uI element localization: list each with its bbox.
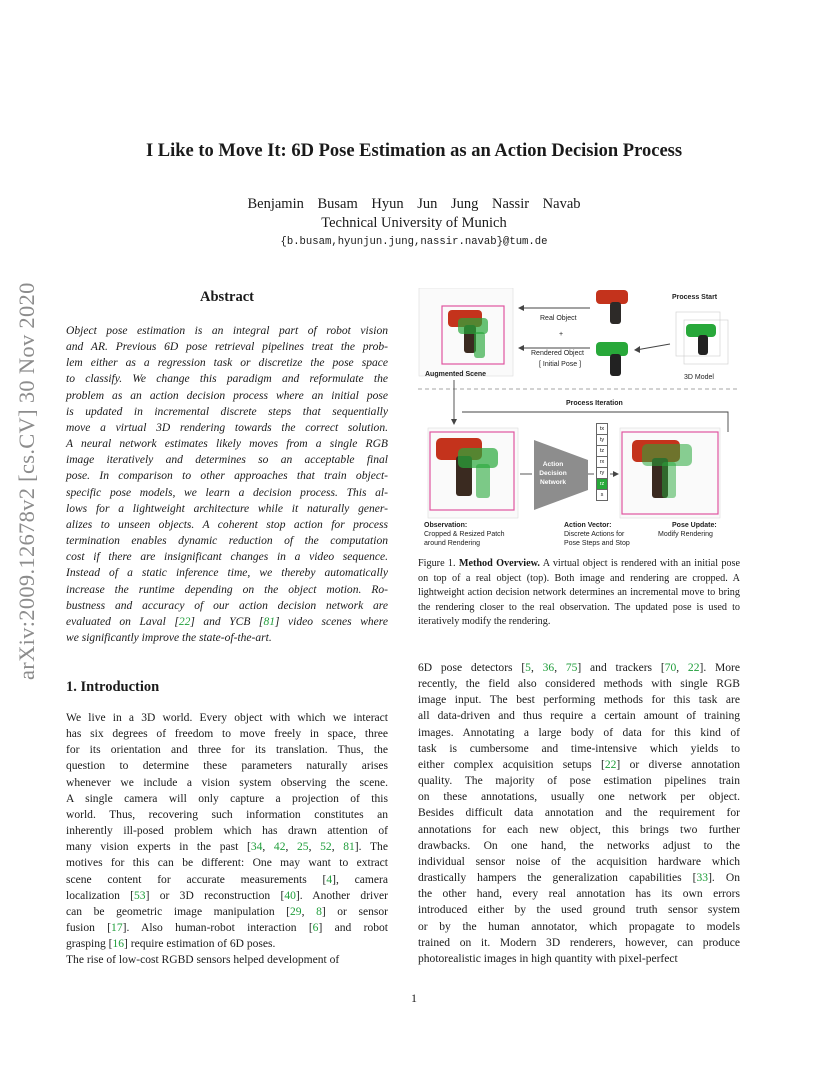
action-cell-tx: tx	[596, 423, 608, 434]
right-line: all data-driven and thus require a certain amount of training	[418, 710, 740, 723]
intro-line: can be geometric image manipulation [29, 8] or sensor	[66, 905, 388, 918]
abstract-line: cost if there are insignificant changes in a video sequence.	[66, 551, 388, 564]
caption-bold: Method Overview.	[458, 558, 540, 569]
update-text: Modify Rendering	[658, 531, 713, 538]
abstract-line: lem either as a regression task or discretize the pose space	[66, 357, 388, 370]
augmented-scene-label: Augmented Scene	[425, 371, 487, 378]
action-cell-ry: ry	[596, 467, 608, 478]
citation-link[interactable]: 4	[326, 873, 333, 886]
intro-line: for its orientation and three for its translation. Thus, the	[66, 744, 388, 757]
action-cell-rx: rx	[596, 456, 608, 467]
arxiv-side-label: arXiv:2009.12678v2 [cs.CV] 30 Nov 2020	[14, 282, 39, 680]
intro-body	[66, 710, 388, 969]
right-line: or by the human annotator, which propagate to models	[418, 920, 740, 933]
intro-line: inherently ill-posed problem which has drawn attention of	[66, 825, 388, 838]
abstract-line: Instead of a static inference time, we thereby automatically	[66, 567, 388, 580]
right-line: drastically hampers the generalization capabilities [33]. On	[418, 872, 740, 885]
action-text-1: Discrete Actions for	[564, 531, 625, 538]
abstract-heading: Abstract	[200, 289, 254, 305]
abstract-line: termination enables dynamic reduction of the computation	[66, 535, 388, 548]
real-object-label: Real Object	[540, 315, 577, 322]
citation-link[interactable]: 42	[273, 841, 286, 854]
action-cell-ty: ty	[596, 434, 608, 445]
method-overview-figure	[418, 288, 740, 550]
right-line: recently, the field also considered methods with single RGB	[418, 678, 740, 691]
citation-link[interactable]: 75	[565, 662, 578, 674]
right-line: on these annotations, usually one network per object.	[418, 791, 740, 804]
author-emails: {b.busam,hyunjun.jung,nassir.navab}@tum.de	[280, 236, 548, 248]
right-line: either complex acquisition setups [22] or diverse annotation	[418, 758, 740, 771]
citation-link[interactable]: 53	[134, 889, 146, 902]
intro-line: A single camera will only capture a projection of this	[66, 792, 388, 805]
author-list: Benjamin Busam Hyun Jun Jung Nassir Navab	[247, 196, 581, 212]
citation-link[interactable]: 6	[312, 922, 319, 935]
intro-line: fusion [17]. Also human-robot interaction [6] and robot	[66, 922, 388, 935]
action-title: Action Vector:	[564, 522, 612, 529]
citation-link[interactable]: 17	[111, 922, 123, 935]
update-title: Pose Update:	[672, 522, 717, 529]
abstract-line: image iteratively and determines so an acceptable final	[66, 454, 388, 467]
action-vector-grid	[596, 423, 608, 501]
abstract-body	[66, 323, 388, 646]
paper-title: I Like to Move It: 6D Pose Estimation as an Action Decision Process	[145, 141, 683, 161]
abstract-line: to classify. We change this paradigm and reformulate the	[66, 373, 388, 386]
citation-link[interactable]: 70	[664, 662, 677, 674]
intro-line: localization [53] or 3D reconstruction [40]. Another driver	[66, 889, 388, 902]
intro-line: scene content for accurate measurements [4], camera	[66, 873, 389, 886]
network-label: Action Decision Network	[539, 461, 567, 486]
right-line: images. Annotating a large body of data for this kind of	[418, 726, 740, 739]
citation-link[interactable]: 81	[263, 615, 275, 628]
right-line: annotations for each new object, this brings two further	[418, 823, 740, 836]
citation-link[interactable]: 22	[178, 615, 191, 628]
intro-line: whenever we include a vision system observing the scene.	[66, 776, 388, 789]
right-column-body	[418, 660, 740, 967]
citation-link[interactable]: 5	[525, 662, 531, 674]
right-line: drawbacks. On one hand, the networks adjust to the	[418, 839, 740, 852]
caption-label: Figure 1.	[418, 558, 456, 569]
initial-pose-label: [ Initial Pose ]	[539, 361, 582, 368]
abstract-line: A neural network estimates likely moves from a single RGB	[66, 438, 388, 451]
process-iteration-label: Process Iteration	[566, 400, 623, 407]
intro-line: We live in a 3D world. Every object with which we interact	[66, 712, 388, 724]
right-line: quality. The majority of pose estimation pipelines train	[418, 775, 740, 788]
plus-label: +	[559, 331, 564, 338]
abstract-line: alizes to unseen objects. A coherent stop action for process	[66, 518, 388, 531]
abstract-line: evaluated on Laval [22] and YCB [81] video scenes where	[66, 615, 388, 628]
citation-link[interactable]: 22	[604, 758, 617, 771]
citation-link[interactable]: 25	[297, 841, 309, 854]
abstract-line: lows for a lightweight architecture while it naturally gener-	[66, 502, 388, 515]
affiliation: Technical University of Munich	[321, 215, 507, 231]
action-cell-rz: rz	[596, 478, 608, 489]
citation-link[interactable]: 52	[320, 841, 332, 854]
intro-line: grasping [16] require estimation of 6D poses.	[66, 938, 276, 951]
abstract-line: and AR. Previous 6D pose retrieval pipelines treat the prob-	[66, 341, 388, 354]
intro-line: question to determine these parameters naturally arises	[66, 760, 388, 773]
right-line: image input. The best performing methods for this task are	[418, 694, 740, 707]
page-number: 1	[411, 991, 417, 1005]
right-line: Besides difficult data annotation and the requirement for	[418, 807, 740, 820]
abstract-line: specific pose models, we learn a decision process. This al-	[66, 486, 388, 499]
abstract-line: is updated in incremental discrete steps that sequentially	[66, 405, 388, 418]
abstract-line: bustness and accuracy of our action decision network are	[66, 599, 388, 612]
observation-title: Observation:	[424, 522, 468, 529]
right-line: introduced either by the used ground truth sensor system	[418, 904, 740, 917]
citation-link[interactable]: 33	[696, 872, 709, 885]
right-line: task is cumbersome and time-intensive which yields to	[418, 742, 740, 755]
right-line: photorealistic images in high quantity with pixel-perfect	[418, 952, 678, 965]
citation-link[interactable]: 8	[316, 905, 322, 918]
figure-caption	[418, 557, 740, 630]
abstract-line: increase the runtime depending on the object motion. Ro-	[66, 583, 388, 596]
citation-link[interactable]: 34	[250, 841, 263, 854]
citation-link[interactable]: 81	[343, 841, 355, 854]
figure-graphics	[418, 288, 740, 550]
abstract-line: pose. In comparison to other approaches that train object-	[66, 470, 388, 483]
model-3d-label: 3D Model	[684, 374, 714, 381]
intro-line: The rise of low-cost RGBD sensors helped development of	[66, 954, 340, 967]
section-heading: 1. Introduction	[66, 679, 160, 695]
abstract-line: we significantly improve the state-of-the-art.	[66, 631, 272, 644]
process-start-label: Process Start	[672, 294, 718, 301]
abstract-line: Object pose estimation is an integral part of robot vision	[66, 325, 388, 337]
caption-text: A virtual object is rendered with an initial pose on top of a real object (top). Both image and rendering are cropped. A lightweight action decision network determines an incremental move to bring the rendering closer to the real observation. The updated pose is used to iteratively modify the rendering.	[418, 558, 741, 628]
right-line: the other hand, every real annotation has its own errors	[418, 888, 740, 901]
observation-text-2: around Rendering	[424, 540, 481, 547]
right-line: trained on it. Modern 3D renderers, however, can produce	[418, 936, 740, 949]
citation-link[interactable]: 40	[284, 889, 296, 902]
action-text-2: Pose Steps and Stop	[564, 540, 630, 547]
citation-link[interactable]: 29	[290, 905, 302, 918]
intro-line: has six degrees of freedom to move freely in space, three	[66, 728, 388, 741]
intro-line: world. Thus, recovering such information constitutes an	[66, 808, 388, 821]
citation-link[interactable]: 16	[112, 938, 125, 951]
citation-link[interactable]: 36	[542, 662, 555, 674]
rendered-object-label: Rendered Object	[531, 350, 584, 357]
intro-line: many vision experts in the past [34, 42, 25, 52, 81]. The	[66, 841, 388, 854]
action-cell-s: s	[596, 489, 608, 501]
intro-line: motives for this can be different: One may want to extract	[66, 857, 388, 870]
abstract-line: problem as an action decision process where an initial pose	[66, 389, 388, 402]
citation-link[interactable]: 22	[687, 662, 700, 674]
abstract-line: move a virtual 3D rendering towards the correct solution.	[66, 421, 388, 434]
right-line: individual sensor noise of the acquisition hardware which	[418, 855, 740, 868]
right-line: 6D pose detectors [5, 36, 75] and trackers [70, 22]. More	[418, 662, 740, 674]
observation-text-1: Cropped & Resized Patch	[424, 531, 505, 538]
action-cell-tz: tz	[596, 445, 608, 456]
